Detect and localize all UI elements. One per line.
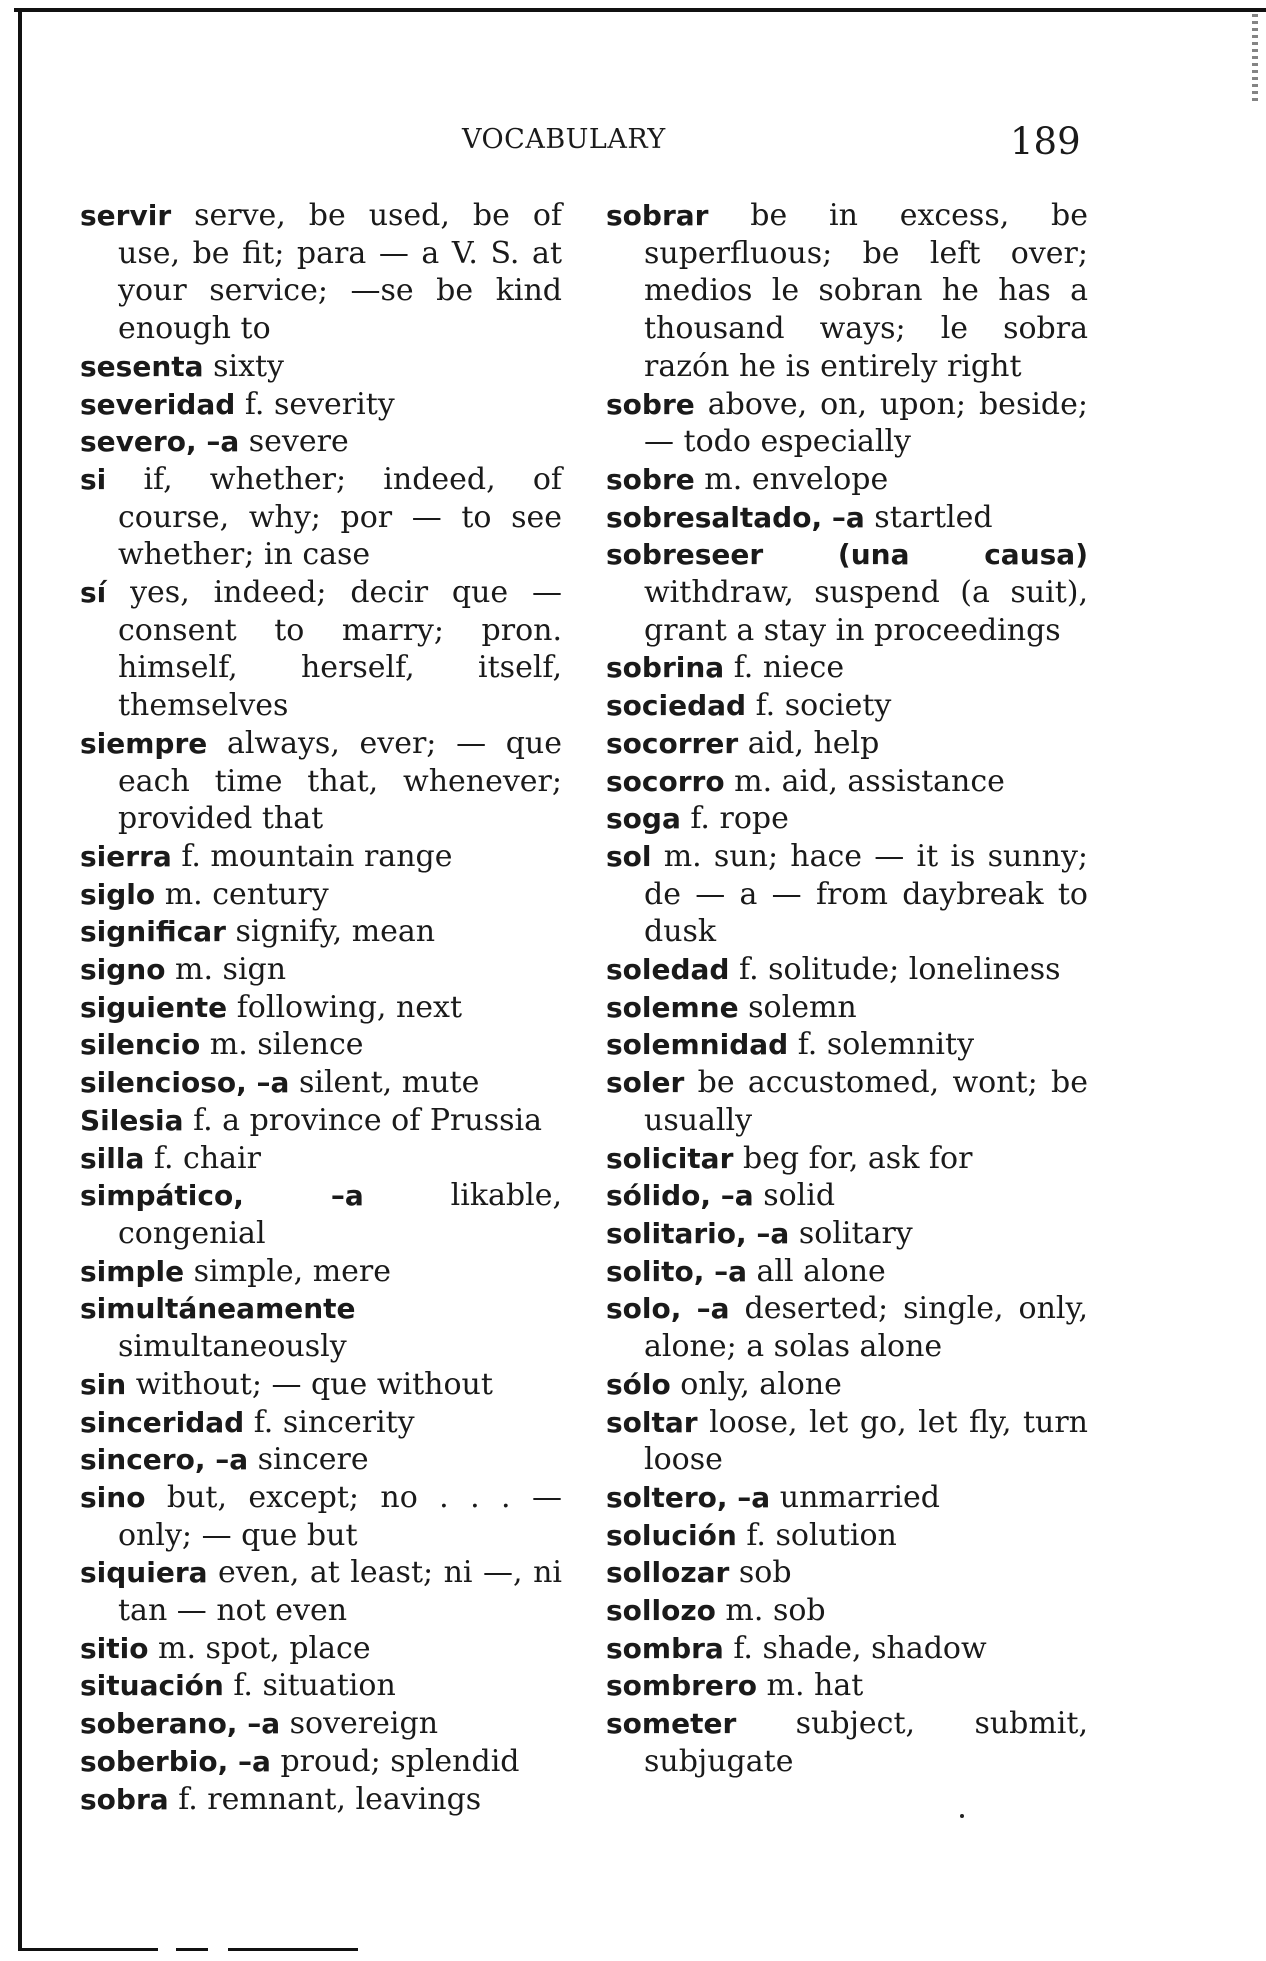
- vocab-entry: [80, 1781, 562, 1819]
- headword: sólo: [606, 1367, 671, 1401]
- left-column: [80, 197, 562, 1818]
- headword: sin: [80, 1367, 127, 1401]
- headword: sólido, –a: [606, 1179, 754, 1213]
- definition: yes, indeed; decir que — consent to marry; pron. himself, herself, itself, themselves: [118, 575, 562, 724]
- headword: siglo: [80, 877, 156, 911]
- headword: silla: [80, 1141, 145, 1175]
- definition: be in excess, be superfluous; be left over; medios le sobran he has a thousand ways; le sobra razón he is entirely right: [644, 198, 1088, 384]
- headword: sollozo: [606, 1594, 716, 1628]
- vocab-entry: [80, 725, 562, 838]
- headword: sierra: [80, 839, 172, 873]
- headword: siempre: [80, 726, 208, 760]
- scan-edge-artifact: [1252, 14, 1258, 104]
- definition: silent, mute: [298, 1065, 480, 1101]
- definition: sob: [738, 1555, 792, 1591]
- definition: only, alone: [680, 1366, 842, 1402]
- definition: proud; splendid: [280, 1743, 520, 1779]
- definition: f. sincerity: [253, 1404, 415, 1440]
- definition: f. chair: [153, 1140, 261, 1176]
- headword: situación: [80, 1669, 224, 1703]
- headword: soltar: [606, 1405, 698, 1439]
- definition: signify, mean: [235, 914, 436, 950]
- vocab-entry: [80, 461, 562, 574]
- headword: solicitar: [606, 1141, 734, 1175]
- definition: m. century: [164, 876, 329, 912]
- headword: sobrar: [606, 199, 709, 232]
- definition: sovereign: [289, 1706, 439, 1742]
- page-frame-bottom: [18, 1948, 358, 1951]
- vocab-entry: [606, 725, 1088, 763]
- vocab-entry: [80, 876, 562, 914]
- page-header: [0, 120, 1266, 163]
- vocab-entry: [80, 1140, 562, 1178]
- definition: f. remnant, leavings: [178, 1781, 482, 1817]
- definition: sincere: [257, 1442, 369, 1478]
- headword: sitio: [80, 1631, 149, 1665]
- headword: sinceridad: [80, 1405, 245, 1439]
- vocab-entry: [606, 386, 1088, 461]
- vocab-entry: [606, 687, 1088, 725]
- vocab-entry: [606, 763, 1088, 801]
- definition: f. rope: [690, 801, 789, 837]
- headword: sombrero: [606, 1669, 757, 1703]
- vocab-entry: [80, 1102, 562, 1140]
- definition: subject, submit, subjugate: [644, 1706, 1088, 1779]
- vocab-entry: [606, 1290, 1088, 1365]
- headword: solitario, –a: [606, 1216, 790, 1250]
- definition: without; — que without: [135, 1366, 493, 1402]
- headword: sol: [606, 839, 652, 873]
- definition: f. society: [755, 688, 892, 724]
- headword: solemne: [606, 990, 739, 1024]
- running-head: VOCABULARY: [462, 124, 666, 155]
- vocab-entry: [606, 1705, 1088, 1780]
- definition: f. a province of Prussia: [193, 1102, 542, 1138]
- definition: m. spot, place: [158, 1630, 371, 1666]
- vocab-entry: [80, 1479, 562, 1554]
- headword: signo: [80, 953, 166, 987]
- vocab-entry: [606, 649, 1088, 687]
- definition: always, ever; — que each time that, whenever; provided that: [118, 725, 562, 837]
- vocab-entry: [606, 1667, 1088, 1705]
- headword: sobreseer (una causa): [606, 538, 1088, 572]
- definition: m. sob: [725, 1593, 826, 1629]
- vocab-entry: [80, 1253, 562, 1291]
- vocab-entry: [606, 1064, 1088, 1139]
- vocab-entry: [80, 348, 562, 386]
- vocab-entry: [606, 989, 1088, 1027]
- vocab-entry: [606, 1026, 1088, 1064]
- headword: servir: [80, 199, 172, 232]
- headword: socorrer: [606, 726, 739, 760]
- definition: m. hat: [766, 1668, 864, 1704]
- vocab-entry: [80, 1064, 562, 1102]
- definition: simultaneously: [118, 1329, 347, 1365]
- vocab-entry: [80, 1366, 562, 1404]
- headword: solución: [606, 1518, 737, 1552]
- headword: someter: [606, 1707, 737, 1741]
- definition: unmarried: [779, 1479, 940, 1515]
- vocab-entry: [606, 536, 1088, 649]
- vocab-entry: [80, 1743, 562, 1781]
- vocab-entry: [80, 989, 562, 1027]
- definition: m. sign: [175, 952, 287, 988]
- headword: soler: [606, 1066, 685, 1100]
- page-frame-top: [14, 8, 1266, 12]
- definition: withdraw, suspend (a suit), grant a stay in proceedings: [644, 575, 1088, 648]
- headword: soledad: [606, 953, 730, 987]
- ink-speck: [960, 1814, 964, 1818]
- headword: siquiera: [80, 1556, 208, 1590]
- definition: serve, be used, be of use, be fit; para — a V. S. at your service; —se be kind enough to: [118, 198, 562, 347]
- vocab-entry: [80, 1441, 562, 1479]
- headword: silencio: [80, 1028, 201, 1062]
- headword: sesenta: [80, 349, 204, 383]
- vocab-entry: [80, 913, 562, 951]
- definition: loose, let go, let fly, turn loose: [644, 1404, 1088, 1478]
- headword: si: [80, 462, 107, 496]
- headword: soltero, –a: [606, 1480, 771, 1514]
- definition: f. solution: [746, 1517, 897, 1553]
- definition: f. shade, shadow: [733, 1630, 987, 1666]
- headword: sombra: [606, 1631, 724, 1665]
- definition: above, on, upon; beside; — todo especially: [644, 386, 1088, 460]
- headword: sollozar: [606, 1556, 730, 1590]
- headword: soberano, –a: [80, 1707, 281, 1741]
- vocab-entry: [80, 386, 562, 424]
- definition: solid: [763, 1178, 836, 1214]
- definition: simple, mere: [193, 1253, 391, 1289]
- vocab-entry: [606, 1177, 1088, 1215]
- headword: simpático, –a: [80, 1179, 364, 1213]
- definition: startled: [874, 499, 993, 535]
- headword: sociedad: [606, 689, 747, 723]
- definition: likable, congenial: [118, 1178, 562, 1251]
- headword: significar: [80, 915, 226, 949]
- vocab-entry: [606, 1592, 1088, 1630]
- headword: silencioso, –a: [80, 1066, 290, 1100]
- vocab-entry: [606, 1140, 1088, 1178]
- definition: even, at least; ni —, ni tan — not even: [118, 1555, 562, 1629]
- definition: m. envelope: [704, 461, 889, 497]
- vocab-entry: [80, 197, 562, 348]
- headword: sincero, –a: [80, 1443, 249, 1477]
- definition: beg for, ask for: [742, 1140, 973, 1176]
- vocab-entry: [606, 1517, 1088, 1555]
- vocab-entry: [606, 1253, 1088, 1291]
- vocab-entry: [80, 1026, 562, 1064]
- definition: aid, help: [747, 725, 880, 761]
- vocab-entry: [80, 838, 562, 876]
- vocab-entry: [80, 1554, 562, 1629]
- headword: Silesia: [80, 1103, 184, 1137]
- right-column: [606, 197, 1088, 1781]
- headword: sí: [80, 576, 107, 610]
- headword: siguiente: [80, 990, 228, 1024]
- vocab-entry: [606, 1404, 1088, 1479]
- vocab-entry: [80, 423, 562, 461]
- vocab-entry: [606, 499, 1088, 537]
- vocab-entry: [606, 1479, 1088, 1517]
- definition: f. mountain range: [181, 838, 453, 874]
- definition: solitary: [798, 1215, 913, 1251]
- vocab-entry: [606, 951, 1088, 989]
- headword: socorro: [606, 764, 725, 798]
- vocab-entry: [80, 1630, 562, 1668]
- definition: f. solitude; loneliness: [739, 952, 1061, 988]
- definition: deserted; single, only, alone; a solas alone: [644, 1291, 1088, 1365]
- headword: solito, –a: [606, 1254, 747, 1288]
- vocab-entry: [606, 1554, 1088, 1592]
- definition: severe: [248, 424, 349, 460]
- headword: severidad: [80, 387, 236, 421]
- headword: soga: [606, 802, 681, 836]
- vocab-entry: [606, 197, 1088, 386]
- definition: f. situation: [233, 1668, 396, 1704]
- definition: but, except; no . . . — only; — que but: [118, 1479, 563, 1553]
- headword: solo, –a: [606, 1292, 730, 1326]
- vocab-entry: [80, 574, 562, 725]
- vocab-entry: [606, 461, 1088, 499]
- vocab-entry: [80, 1290, 562, 1365]
- definition: m. sun; hace — it is sunny; de — a — from daybreak to dusk: [644, 838, 1088, 950]
- vocab-entry: [80, 1177, 562, 1252]
- vocab-entry: [606, 1630, 1088, 1668]
- definition: following, next: [236, 989, 463, 1025]
- definition: sixty: [213, 348, 284, 384]
- definition: solemn: [748, 989, 857, 1025]
- vocab-entry: [80, 1404, 562, 1442]
- vocab-entry: [606, 800, 1088, 838]
- vocab-entry: [80, 951, 562, 989]
- page-frame-left: [18, 8, 22, 1948]
- page-number: 189: [1010, 120, 1081, 163]
- definition: m. silence: [209, 1027, 364, 1063]
- headword: sino: [80, 1480, 146, 1514]
- headword: severo, –a: [80, 425, 240, 459]
- headword: sobre: [606, 462, 695, 496]
- definition: f. niece: [733, 650, 845, 686]
- headword: sobrina: [606, 651, 725, 685]
- definition: if, whether; indeed, of course, why; por — to see whether; in case: [118, 461, 563, 573]
- definition: all alone: [756, 1253, 886, 1289]
- headword: soberbio, –a: [80, 1744, 271, 1778]
- definition: be accustomed, wont; be usually: [644, 1065, 1088, 1138]
- headword: simultáneamente: [80, 1292, 356, 1326]
- vocab-entry: [606, 1215, 1088, 1253]
- vocab-entry: [606, 1366, 1088, 1404]
- definition: f. solemnity: [797, 1027, 975, 1063]
- vocab-entry: [606, 838, 1088, 951]
- vocab-entry: [80, 1705, 562, 1743]
- headword: sobre: [606, 387, 695, 421]
- headword: simple: [80, 1254, 185, 1288]
- definition: f. severity: [244, 386, 395, 422]
- headword: sobresaltado, –a: [606, 500, 865, 534]
- vocab-entry: [80, 1667, 562, 1705]
- definition: m. aid, assistance: [734, 763, 1005, 799]
- headword: solemnidad: [606, 1028, 789, 1062]
- headword: sobra: [80, 1782, 169, 1816]
